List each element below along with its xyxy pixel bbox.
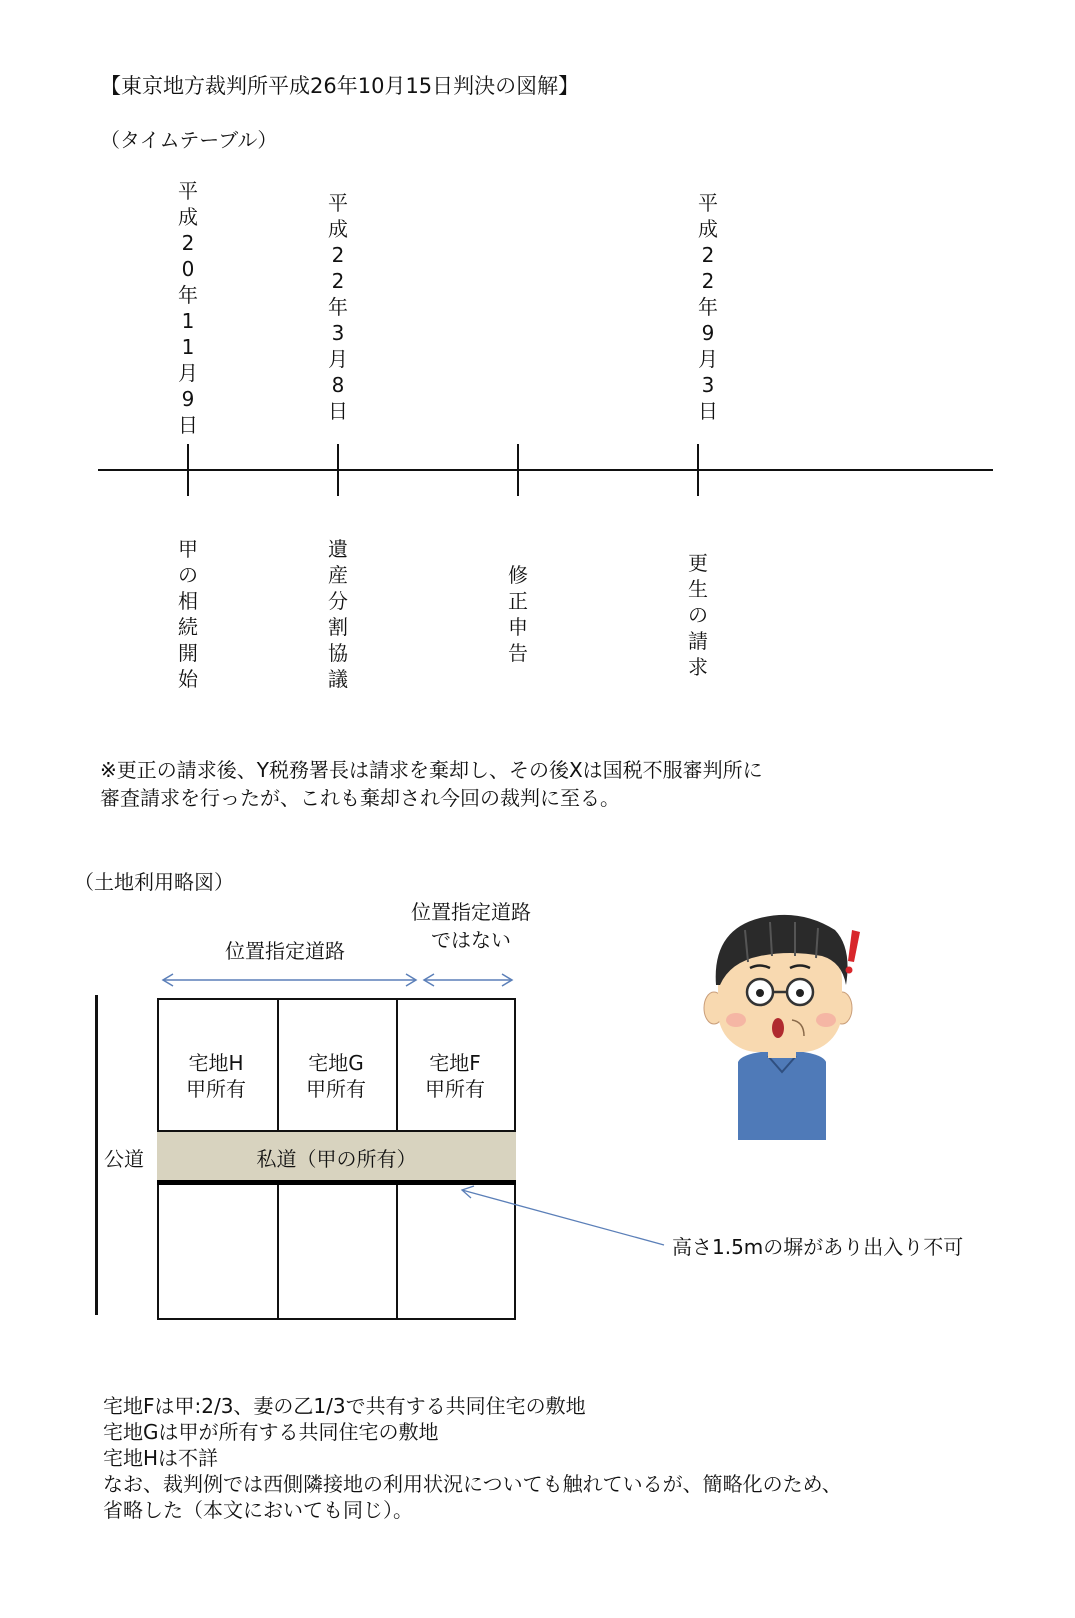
date-label-1: 平成20年11月9日 (178, 179, 198, 437)
footnote-line-3: 宅地Hは不詳 (103, 1446, 219, 1470)
private-road-label: 私道（甲の所有） (256, 1147, 417, 1171)
wall-pointer-arrow (462, 1186, 664, 1245)
footnote-line-5: 省略した（本文においても同じ）。 (103, 1498, 413, 1522)
exclamation-icon (848, 930, 860, 962)
event-label-2: 遺産分割協議 (328, 537, 348, 691)
timeline-note-line-2: 審査請求を行ったが、これも棄却され今回の裁判に至る。 (100, 786, 620, 810)
lot-f-owner: 甲所有 (425, 1077, 485, 1101)
event-label-3: 修正申告 (508, 563, 528, 665)
not-designated-line-1: 位置指定道路 (411, 900, 531, 924)
designated-road-label: 位置指定道路 (225, 939, 345, 963)
wall-note: 高さ1.5mの塀があり出入り不可 (672, 1235, 964, 1259)
event-label-1: 甲の相続開始 (178, 537, 198, 691)
lot-h-owner: 甲所有 (186, 1077, 246, 1101)
not-designated-line-2: ではない (431, 928, 511, 952)
event-label-4: 更生の請求 (688, 551, 708, 679)
public-road-label: 公道 (104, 1147, 144, 1171)
date-label-2: 平成22年3月8日 (328, 191, 348, 423)
land-heading: （土地利用略図） (74, 870, 234, 894)
date-label-4: 平成22年9月3日 (698, 191, 718, 423)
lot-h-name: 宅地H (188, 1051, 244, 1075)
footnotes (103, 1393, 842, 1523)
footnote-line-4: なお、裁判例では西側隣接地の利用状況についても触れているが、簡略化のため、 (103, 1472, 842, 1496)
lot-f-name: 宅地F (429, 1051, 481, 1075)
footnote-line-2: 宅地Gは甲が所有する共同住宅の敷地 (103, 1420, 439, 1444)
not-designated-road-arrow (424, 974, 512, 986)
footnote-line-1: 宅地Fは甲:2/3、妻の乙1/3で共有する共同住宅の敷地 (103, 1394, 586, 1418)
lot-g-name: 宅地G (308, 1051, 364, 1075)
lot-g-owner: 甲所有 (306, 1077, 366, 1101)
designated-road-arrow (163, 974, 416, 986)
timeline-note-line-1: ※更正の請求後、Y税務署長は請求を棄却し、その後Xは国税不服審判所に (100, 758, 763, 782)
page-title: 【東京地方裁判所平成26年10月15日判決の図解】 (100, 74, 580, 98)
timeline-heading: （タイムテーブル） (100, 128, 278, 152)
surprised-man-icon (704, 915, 860, 1140)
